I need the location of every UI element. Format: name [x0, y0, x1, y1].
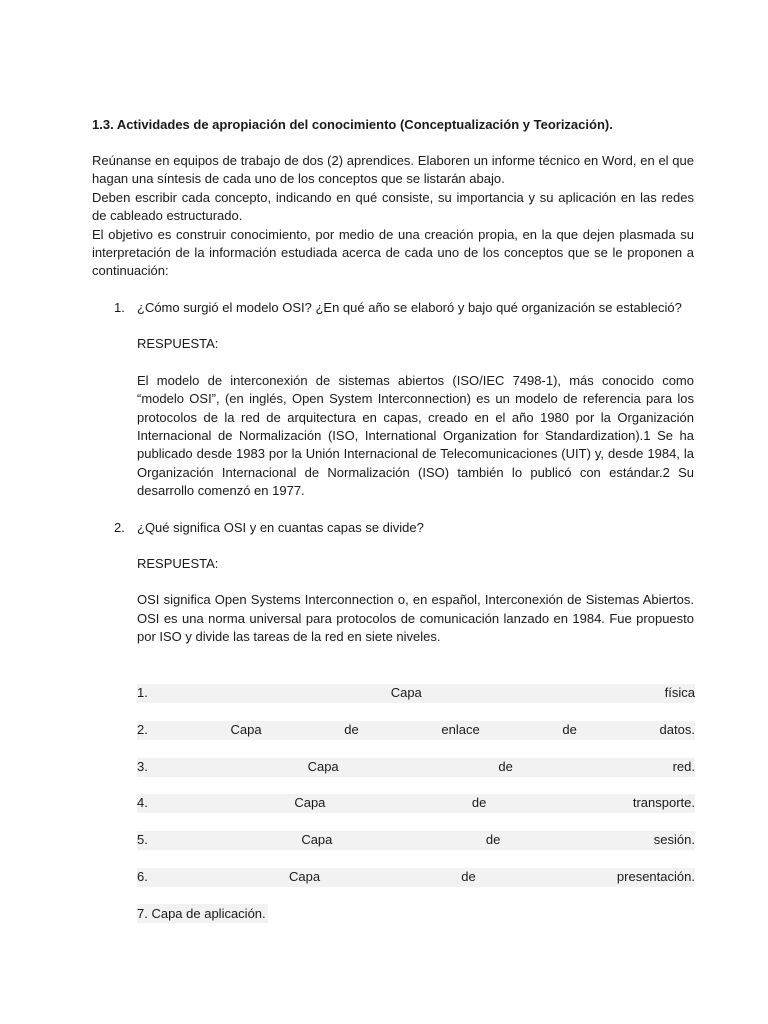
answer-label: RESPUESTA: — [137, 336, 219, 352]
layer-word: sesión. — [653, 832, 695, 848]
layer-word: Capa — [230, 722, 262, 738]
question-item-2 — [92, 519, 694, 647]
layer-word: 3. — [137, 759, 148, 775]
layer-word: de — [471, 795, 487, 811]
layer-word: física — [664, 685, 695, 701]
osi-layer-row-5 — [137, 831, 695, 850]
layer-word: de — [562, 722, 577, 738]
layer-word: enlace — [441, 722, 480, 738]
answer-label: RESPUESTA: — [137, 556, 219, 572]
layer-word: 5. — [137, 832, 148, 848]
layer-word: 6. — [137, 869, 148, 885]
question-list — [92, 299, 694, 647]
layer-word: datos. — [659, 722, 695, 738]
layer-word: Capa — [289, 869, 321, 885]
layer-word: red. — [672, 759, 695, 775]
layer-word: transporte. — [632, 795, 695, 811]
layer-word: Capa — [294, 795, 326, 811]
layer-word: 2. — [137, 722, 148, 738]
osi-layer-row-7: 7. Capa de aplicación. — [137, 906, 266, 921]
question-text: ¿Cómo surgió el modelo OSI? ¿En qué año se elaboró y bajo qué organización se estableció? — [137, 300, 682, 315]
osi-layer-row-1 — [137, 684, 695, 703]
osi-layer-row-6 — [137, 868, 695, 887]
layer-word: de — [344, 722, 359, 738]
layer-word: de — [461, 869, 476, 885]
question-item-1 — [92, 299, 694, 501]
osi-layer-row-2 — [137, 721, 695, 740]
layer-word: Capa — [390, 685, 422, 701]
osi-layer-row-3 — [137, 758, 695, 777]
layer-word: de — [498, 759, 513, 775]
intro-paragraph: Deben escribir cada concepto, indicando en qué consiste, su importancia y su aplicación en las redes de cableado estructurado. — [92, 189, 694, 224]
layer-word: 4. — [137, 795, 148, 811]
layer-word: 1. — [137, 685, 148, 701]
layer-word: Capa — [301, 832, 333, 848]
intro-paragraph: El objetivo es construir conocimiento, por medio de una creación propia, en la que dejen plasmada su interpretación de la información estudiada acerca de cada uno de los conceptos que se le proponen a continuación: — [92, 226, 694, 279]
question-text: ¿Qué significa OSI y en cuantas capas se divide? — [137, 519, 424, 535]
layer-word: Capa — [307, 759, 339, 775]
question-number: 1. — [114, 300, 125, 315]
osi-layer-row-4 — [137, 794, 695, 813]
answer-text: El modelo de interconexión de sistemas abiertos (ISO/IEC 7498-1), más conocido como “modelo OSI”, (en inglés, Open System Interconnection) es un modelo de referencia para los protocolos de la red de arquitectura en capas, creado en el año 1980 por la Organización Internacional de Normalización (ISO, International Organization for Standardization).1 Se ha publicado desde 1983 por la Unión Internacional de Telecomunicaciones (UIT) y, desde 1984, la Organización Internacional de Normalización (ISO) también lo publicó con estándar.2 Su desarrollo comenzó en 1977. — [137, 372, 694, 499]
question-number: 2. — [114, 519, 125, 535]
layer-word: presentación. — [616, 869, 695, 885]
answer-text: OSI significa Open Systems Interconnection o, en español, Interconexión de Sistemas Abiertos. OSI es una norma universal para protocolos de comunicación lanzado en 1984. Fue propuesto por ISO y divide las tareas de la red en siete niveles. — [137, 592, 694, 645]
intro-block — [92, 152, 694, 281]
intro-paragraph: Reúnanse en equipos de trabajo de dos (2) aprendices. Elaboren un informe técnico en Word, en el que hagan una síntesis de cada uno de los conceptos que se listarán abajo. — [92, 153, 694, 187]
layer-word: de — [485, 832, 501, 848]
section-heading: 1.3. Actividades de apropiación del conocimiento (Conceptualización y Teorización). — [92, 117, 613, 132]
